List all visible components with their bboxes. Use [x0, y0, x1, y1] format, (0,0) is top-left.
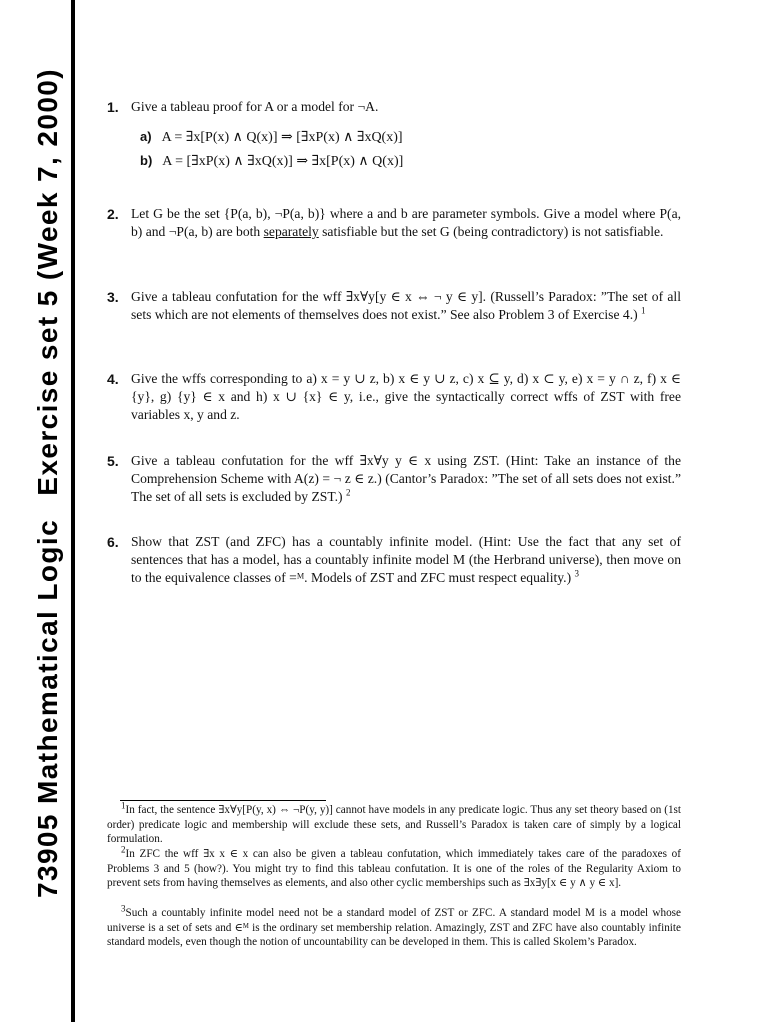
footnote-ref: 2: [345, 487, 351, 498]
footnote-text: Such a countably infinite model need not be a standard model of ZST or ZFC. A standard model M is a model whose universe is a set of sets and ∈ᴹ is the ordinary set membership relation. Amazingly, ZST and ZFC have also countably infinite standard models, even though the notion of uncountability can be developed in them. This is called Skolem’s Paradox.: [107, 907, 681, 949]
problem-number: 5.: [107, 453, 119, 469]
problem-6: [107, 533, 681, 587]
footnote-text: In ZFC the wff ∃x x ∈ x can also be given a tableau confutation, which immediately takes care of the paradoxes of Problems 3 and 5 (how?). You might try to find this tableau confutation. It is one of the roles of the Regularity Axiom to prevent sets from having themselves as elements, and also other cyclic memberships such as ∃x∃y[x ∈ y ∧ y ∈ x].: [107, 848, 681, 890]
footnote-ref: 3: [574, 568, 579, 579]
problem-1: [107, 98, 681, 116]
subitem-formula: A = [∃xP(x) ∧ ∃xQ(x)] ⇒ ∃x[P(x) ∧ Q(x)]: [162, 154, 404, 169]
subitem-a: [140, 128, 403, 147]
underlined-word: separately: [263, 224, 319, 239]
side-title: [26, 68, 70, 898]
footnote-2: [107, 844, 681, 891]
problem-number: 4.: [107, 371, 119, 387]
problem-text: Give a tableau confutation for the wff ∃x∀y[y ∈ x ⇔ ¬ y ∈ y]. (Russell’s Paradox: ”The set of all sets which are not elements of themselves does not exist.” See also Problem 3 of Exercise 4.) $^1$: [131, 289, 681, 322]
problem-number: 6.: [107, 534, 119, 550]
subitem-label: b): [140, 153, 153, 168]
problem-text: Show that ZST (and ZFC) has a countably infinite model. (Hint: Use the fact that any set of sentences that has a model, has a countably infinite model M (the Herbrand universe), then move on to the equivalence classes of =ᴹ. Models of ZST and ZFC must respect equality.) $^3$: [131, 534, 681, 585]
footnote-ref: 1: [641, 305, 646, 316]
margin-rule: [71, 0, 75, 1022]
subitem-label: a): [140, 129, 152, 144]
exercise-set-title: Exercise set 5 (Week 7, 2000): [32, 68, 63, 496]
problem-4: [107, 370, 681, 424]
footnote-text: In fact, the sentence ∃x∀y[P(y, x) ⇔ ¬P(y, y)] cannot have models in any predicate logic. Thus any set theory based on (1st order) predicate logic and membership will exclude these sets, and Russell’s Paradox is taken care of simply by a logical formulation.: [107, 804, 681, 846]
subitem-b: [140, 152, 403, 171]
footnote-mark: 3: [121, 903, 126, 914]
footnote-1: [107, 800, 681, 847]
problem-2: [107, 205, 681, 241]
problem-text: Give a tableau confutation for the wff ∃x∀y y ∈ x using ZST. (Hint: Take an instance of the Comprehension Scheme with A(z) = ¬ z ∈ z.) (Cantor’s Paradox: ”The set of all sets does not exist.” The set of all sets is excluded by ZST.) $^2$: [131, 453, 681, 504]
problem-number: 3.: [107, 289, 119, 305]
footnote-3: [107, 903, 681, 950]
problem-number: 1.: [107, 99, 119, 115]
problem-5: [107, 452, 681, 506]
problem-3: [107, 288, 681, 324]
problem-text: Give a tableau proof for A or a model for ¬A.: [131, 99, 379, 114]
course-title: 73905 Mathematical Logic: [32, 518, 63, 898]
footnote-rule: [120, 800, 326, 801]
subitem-formula: A = ∃x[P(x) ∧ Q(x)] ⇒ [∃xP(x) ∧ ∃xQ(x)]: [161, 130, 403, 145]
footnote-mark: 1: [121, 800, 126, 811]
problem-text: Give the wffs corresponding to a) x = y ∪ z, b) x ∈ y ∪ z, c) x ⊆ y, d) x ⊂ y, e) x = y ∩ z, f) x ∈ {y}, g) {y} ∈ x and h) x ∪ {x} ∈ y, i.e., give the syntactically correct wffs of ZST with free variables x, y and z.: [131, 371, 681, 422]
problem-text: Let G be the set {P(a, b), ¬P(a, b)} where a and b are parameter symbols. Give a model where P(a, b) and ¬P(a, b) are both separately satisfiable but the set G (being contradictory) is not satisfiable.: [131, 206, 681, 239]
problem-number: 2.: [107, 206, 119, 222]
footnote-mark: 2: [121, 844, 126, 855]
